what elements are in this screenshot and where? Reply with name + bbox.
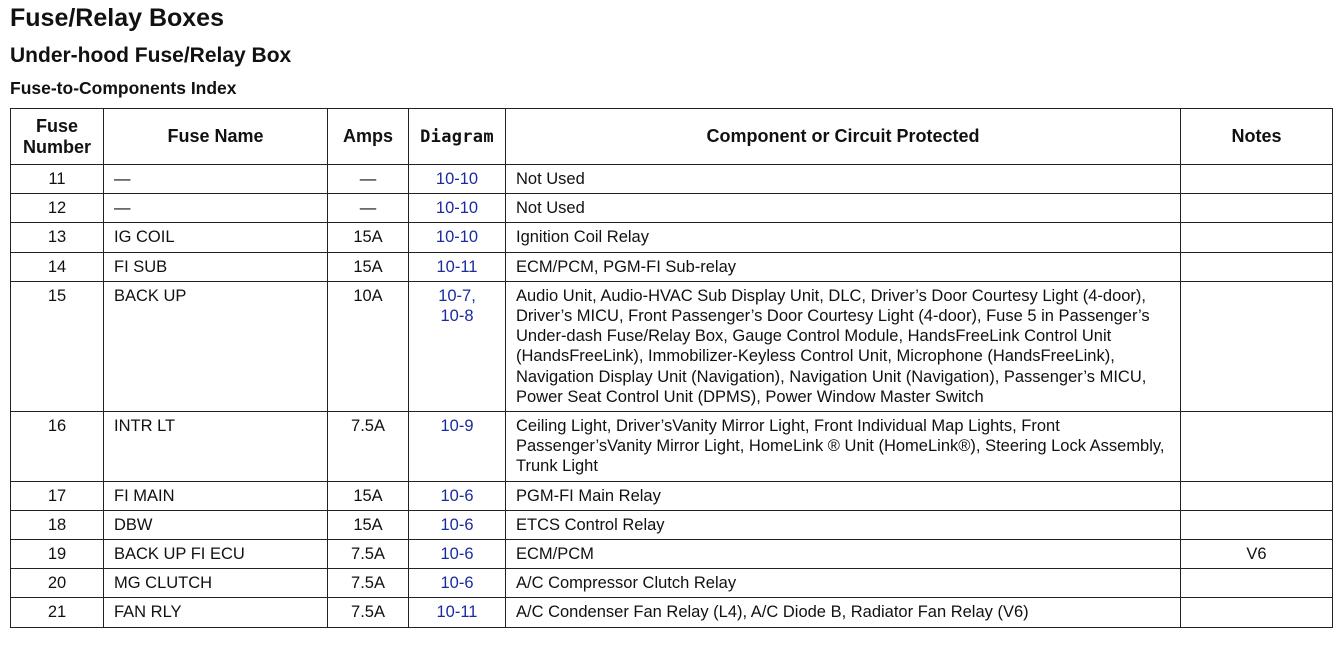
cell-component: Not Used: [506, 165, 1181, 194]
diagram-link[interactable]: 10-6: [409, 540, 506, 569]
cell-fuse-name: FI MAIN: [104, 481, 328, 510]
header-amps: Amps: [328, 109, 409, 165]
header-fuse-name: Fuse Name: [104, 109, 328, 165]
page-title: Fuse/Relay Boxes: [10, 4, 224, 32]
cell-notes: [1181, 223, 1333, 252]
cell-amps: —: [328, 194, 409, 223]
cell-amps: 7.5A: [328, 569, 409, 598]
cell-amps: 15A: [328, 510, 409, 539]
diagram-link[interactable]: 10-10: [409, 194, 506, 223]
cell-component: ECM/PCM, PGM-FI Sub-relay: [506, 252, 1181, 281]
cell-amps: —: [328, 165, 409, 194]
table-row: [11, 598, 1333, 627]
diagram-link[interactable]: 10-11: [409, 252, 506, 281]
diagram-link[interactable]: 10-11: [409, 598, 506, 627]
cell-notes: V6: [1181, 540, 1333, 569]
cell-component: PGM-FI Main Relay: [506, 481, 1181, 510]
diagram-link[interactable]: 10-6: [409, 569, 506, 598]
diagram-link[interactable]: 10-10: [409, 223, 506, 252]
cell-fuse-name: INTR LT: [104, 412, 328, 482]
header-fuse-number-label: Fuse Number: [22, 115, 91, 157]
table-row: [11, 281, 1333, 411]
cell-fuse-number: 12: [11, 194, 104, 223]
cell-component: Not Used: [506, 194, 1181, 223]
cell-notes: [1181, 281, 1333, 411]
table-row: [11, 540, 1333, 569]
cell-fuse-number: 18: [11, 510, 104, 539]
cell-fuse-name: BACK UP: [104, 281, 328, 411]
table-row: [11, 165, 1333, 194]
cell-fuse-number: 14: [11, 252, 104, 281]
diagram-link[interactable]: 10-10: [409, 165, 506, 194]
cell-component: A/C Compressor Clutch Relay: [506, 569, 1181, 598]
diagram-link[interactable]: 10-6: [409, 510, 506, 539]
cell-fuse-name: —: [104, 165, 328, 194]
cell-fuse-name: BACK UP FI ECU: [104, 540, 328, 569]
cell-fuse-number: 19: [11, 540, 104, 569]
cell-component: Ceiling Light, Driver’sVanity Mirror Light, Front Individual Map Lights, Front Passenger’sVanity Mirror Light, HomeLink ® Unit (HomeLink®), Steering Lock Assembly, Trunk Light: [506, 412, 1181, 482]
cell-notes: [1181, 569, 1333, 598]
cell-component: Audio Unit, Audio-HVAC Sub Display Unit, DLC, Driver’s Door Courtesy Light (4-door), Driver’s MICU, Front Passenger’s Door Courtesy Light (4-door), Fuse 5 in Passenger’s Under-dash Fuse/Relay Box, Gauge Control Module, HandsFreeLink Control Unit (HandsFreeLink), Immobilizer-Keyless Control Unit, Microphone (HandsFreeLink), Navigation Display Unit (Navigation), Navigation Unit (Navigation), Passenger’s MICU, Power Seat Control Unit (DPMS), Power Window Master Switch: [506, 281, 1181, 411]
header-component: Component or Circuit Protected: [506, 109, 1181, 165]
table-row: [11, 569, 1333, 598]
cell-component: ETCS Control Relay: [506, 510, 1181, 539]
diagram-link[interactable]: 10-7, 10-8: [409, 281, 506, 411]
cell-amps: 7.5A: [328, 412, 409, 482]
table-header-row: [11, 109, 1333, 165]
diagram-link[interactable]: 10-9: [409, 412, 506, 482]
cell-fuse-number: 13: [11, 223, 104, 252]
cell-notes: [1181, 165, 1333, 194]
cell-notes: [1181, 510, 1333, 539]
cell-notes: [1181, 598, 1333, 627]
cell-fuse-number: 17: [11, 481, 104, 510]
subsection-title: Fuse-to-Components Index: [10, 78, 237, 98]
cell-fuse-name: FAN RLY: [104, 598, 328, 627]
cell-fuse-name: IG COIL: [104, 223, 328, 252]
cell-component: ECM/PCM: [506, 540, 1181, 569]
cell-amps: 15A: [328, 252, 409, 281]
header-notes: Notes: [1181, 109, 1333, 165]
cell-notes: [1181, 252, 1333, 281]
table-row: [11, 510, 1333, 539]
cell-amps: 15A: [328, 223, 409, 252]
cell-fuse-number: 21: [11, 598, 104, 627]
cell-component: A/C Condenser Fan Relay (L4), A/C Diode B, Radiator Fan Relay (V6): [506, 598, 1181, 627]
cell-notes: [1181, 412, 1333, 482]
diagram-link[interactable]: 10-6: [409, 481, 506, 510]
cell-fuse-name: —: [104, 194, 328, 223]
cell-amps: 7.5A: [328, 540, 409, 569]
cell-amps: 15A: [328, 481, 409, 510]
header-diagram-label: Diagram: [420, 126, 494, 147]
cell-fuse-name: FI SUB: [104, 252, 328, 281]
cell-fuse-number: 11: [11, 165, 104, 194]
cell-fuse-number: 15: [11, 281, 104, 411]
table-row: [11, 223, 1333, 252]
cell-notes: [1181, 194, 1333, 223]
fuse-index-table: [10, 108, 1333, 628]
cell-fuse-number: 16: [11, 412, 104, 482]
table-row: [11, 412, 1333, 482]
table-row: [11, 481, 1333, 510]
table-row: [11, 194, 1333, 223]
cell-notes: [1181, 481, 1333, 510]
header-fuse-number: [11, 109, 104, 165]
cell-amps: 7.5A: [328, 598, 409, 627]
header-diagram: [409, 109, 506, 165]
cell-amps: 10A: [328, 281, 409, 411]
cell-component: Ignition Coil Relay: [506, 223, 1181, 252]
cell-fuse-name: DBW: [104, 510, 328, 539]
cell-fuse-name: MG CLUTCH: [104, 569, 328, 598]
cell-fuse-number: 20: [11, 569, 104, 598]
section-title: Under-hood Fuse/Relay Box: [10, 44, 292, 67]
table-row: [11, 252, 1333, 281]
